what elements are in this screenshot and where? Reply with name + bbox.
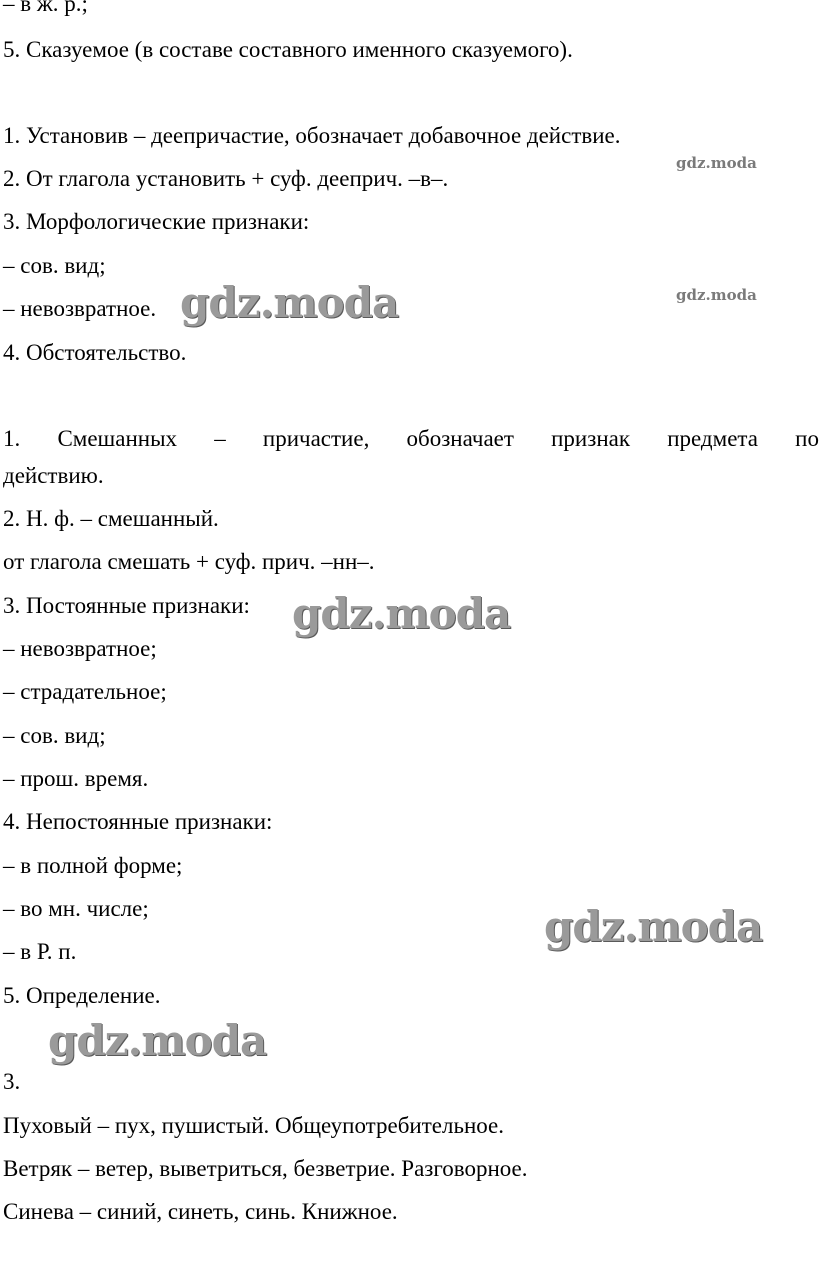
text-line: – сов. вид; (3, 253, 106, 278)
text-line: 2. Н. ф. – смешанный. (3, 506, 219, 531)
text-line: 3. Морфологические признаки: (3, 209, 310, 234)
text-line: 3. Постоянные признаки: (3, 593, 250, 618)
watermark-logo: gdz.moda (48, 1016, 267, 1065)
text-line: 5. Сказуемое (в составе составного именного сказуемого). (3, 37, 573, 62)
word: предмета (667, 426, 758, 451)
watermark-logo: gdz.moda (676, 286, 757, 304)
watermark-logo: gdz.moda (676, 154, 757, 172)
text-line: 3. (3, 1069, 21, 1094)
text-line: – в полной форме; (3, 853, 183, 878)
watermark-logo: gdz.moda (544, 902, 763, 951)
text-line: 1. Установив – деепричастие, обозначает добавочное действие. (3, 123, 621, 148)
text-line: Ветряк – ветер, выветриться, безветрие. Разговорное. (3, 1156, 528, 1181)
word: причастие, (262, 426, 370, 451)
text-line: 5. Определение. (3, 983, 161, 1008)
word: признак (551, 426, 631, 451)
word: по (795, 426, 819, 451)
text-line: – прош. время. (3, 766, 149, 791)
text-line: – невозвратное. (3, 296, 157, 321)
word: обозначает (406, 426, 514, 451)
justified-text-line (3, 425, 819, 453)
watermark-logo: gdz.moda (292, 589, 511, 638)
text-line: – во мн. числе; (3, 896, 149, 921)
word: 1. (3, 426, 21, 451)
text-line: 4. Непостоянные признаки: (3, 809, 273, 834)
text-line: 4. Обстоятельство. (3, 340, 187, 365)
text-line: – страдательное; (3, 679, 167, 704)
text-line: – в ж. р.; (3, 0, 88, 16)
word: Смешанных (57, 426, 178, 451)
text-line: 2. От глагола установить + суф. дееприч. –в–. (3, 166, 449, 191)
text-line: – в Р. п. (3, 939, 77, 964)
text-line: – сов. вид; (3, 723, 106, 748)
text-line: Синева – синий, синеть, синь. Книжное. (3, 1199, 398, 1224)
text-line: – невозвратное; (3, 636, 157, 661)
text-line: от глагола смешать + суф. прич. –нн–. (3, 549, 375, 574)
text-line: Пуховый – пух, пушистый. Общеупотребительное. (3, 1113, 505, 1138)
text-line: действию. (3, 463, 104, 488)
word: – (214, 426, 226, 451)
watermark-logo: gdz.moda (180, 278, 399, 327)
